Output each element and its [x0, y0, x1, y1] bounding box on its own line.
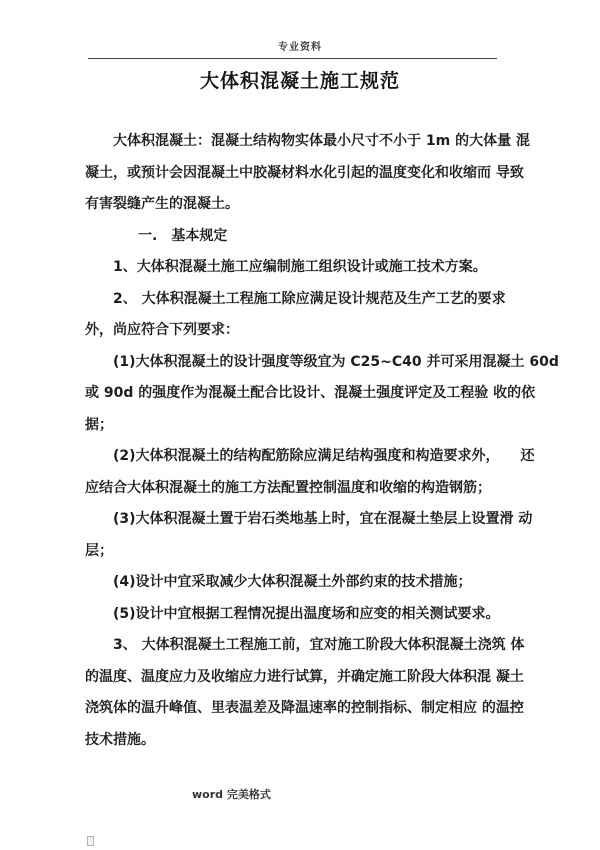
text-line: 或 90d 的强度作为混凝土配合比设计、混凝土强度评定及工程验 收的依 [85, 385, 536, 401]
text-line: 据； [85, 416, 113, 433]
header-divider-line [88, 58, 497, 59]
text-line: (5)设计中宜根据工程情况提出温度场和应变的相关测试要求。 [113, 605, 500, 622]
text-line: 技术措施。 [85, 731, 155, 748]
text-line: 大体积混凝土：混凝土结构物实体最小尺寸不小于 1m 的大体量 混 [113, 133, 530, 149]
footer-note: word 完美格式 [192, 788, 271, 801]
text-line: 一. 基本规定 [138, 227, 228, 244]
text-line: 外，尚应符合下列要求： [85, 322, 239, 338]
header-note: 专业资料 [278, 42, 322, 53]
text-line: 凝土，或预计会因混凝土中胶凝材料水化引起的温度变化和收缩而 导致 [85, 164, 524, 181]
text-line: 3、 大体积混凝土工程施工前，宜对施工阶段大体积混凝土浇筑 体 [113, 637, 525, 653]
text-line: 有害裂缝产生的混凝土。 [85, 196, 239, 212]
text-line: (2)大体积混凝土的结构配筋除应满足结构强度和构造要求外， 还 [113, 448, 535, 464]
text-line: 的温度、温度应力及收缩应力进行试算，并确定施工阶段大体积混 凝土 [85, 668, 524, 685]
text-line: 浇筑体的温升峰值、里表温差及降温速率的控制指标、制定相应 的温控 [85, 700, 524, 716]
document-body [85, 126, 559, 756]
text-line: (1)大体积混凝土的设计强度等级宜为 C25~C40 并可采用混凝土 60d [113, 353, 559, 370]
page-title: 大体积混凝土施工规范 [199, 70, 400, 92]
missing-glyph-box [87, 836, 94, 846]
text-line: 1、大体积混凝土施工应编制施工组织设计或施工技术方案。 [113, 259, 487, 275]
text-line: 2、 大体积混凝土工程施工除应满足设计规范及生产工艺的要求 [113, 290, 506, 307]
text-line: (3)大体积混凝土置于岩石类地基上时，宜在混凝土垫层上设置滑 动 [113, 511, 533, 527]
text-line: (4)设计中宜采取减少大体积混凝土外部约束的技术措施； [113, 574, 472, 590]
text-line: 应结合大体积混凝土的施工方法配置控制温度和收缩的构造钢筋； [85, 479, 491, 496]
text-line: 层； [85, 542, 113, 559]
